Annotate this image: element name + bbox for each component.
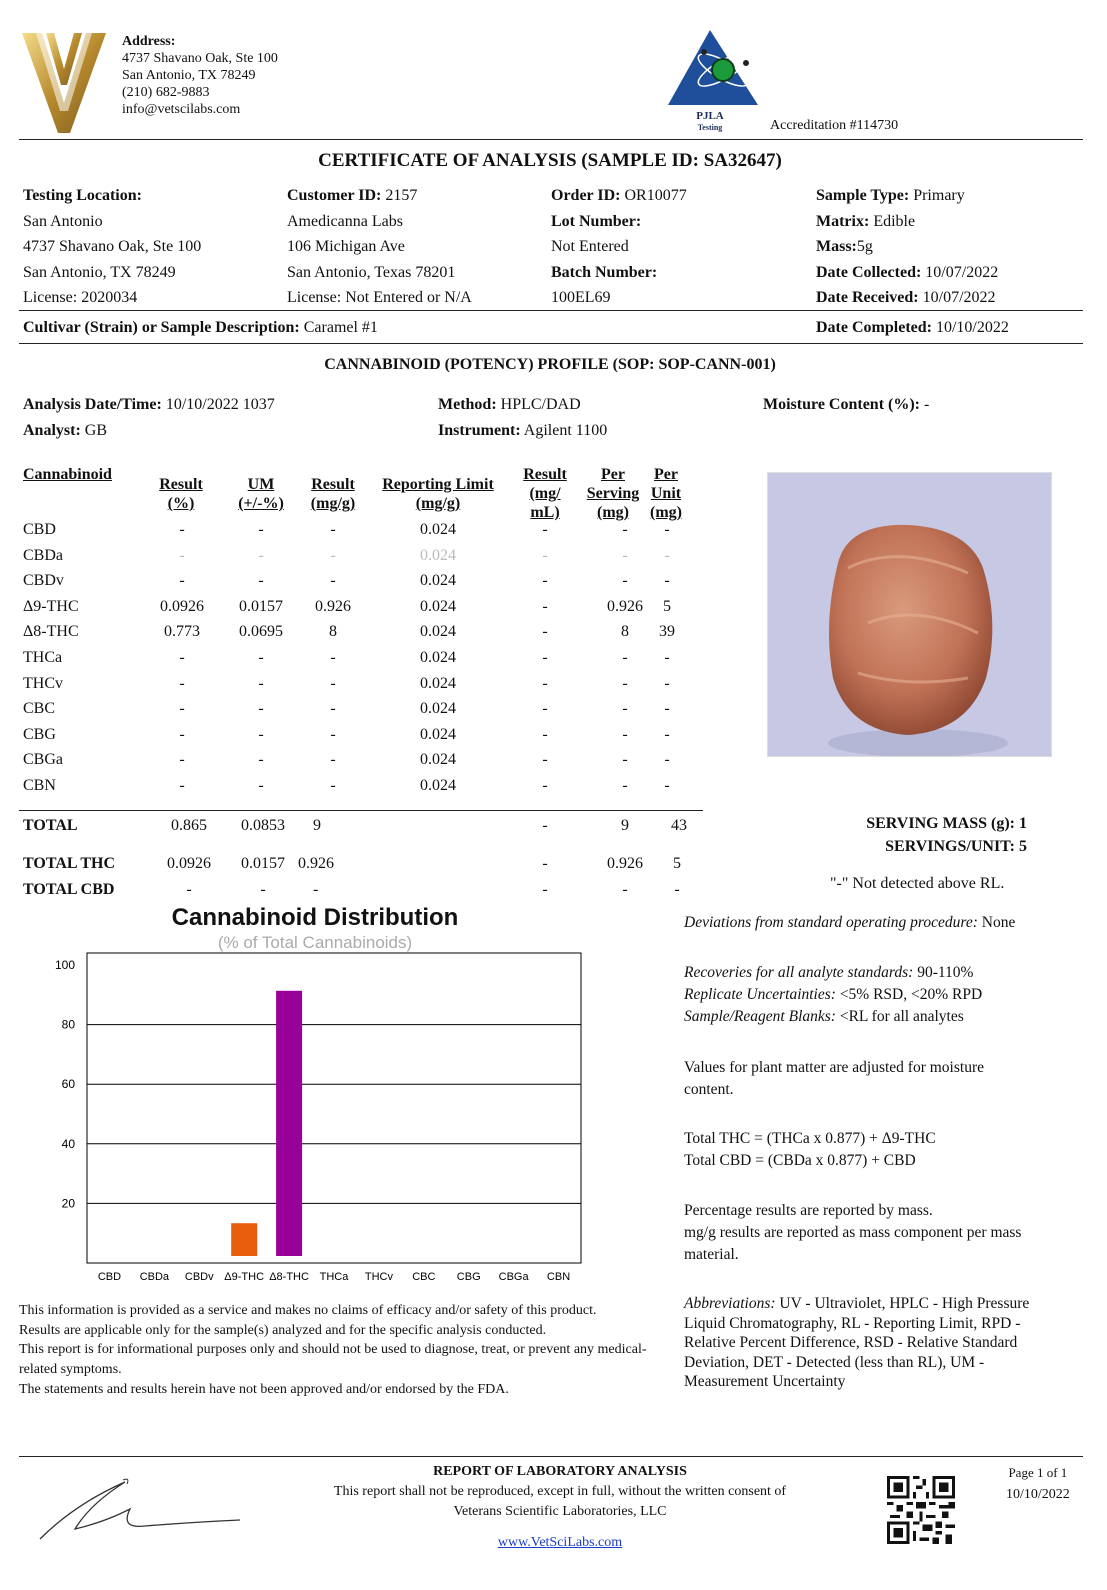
col-header-reporting-limit: Reporting Limit (mg/g) [382,476,494,512]
reporting-limit: 0.024 [420,623,456,641]
address-label: Address: [122,34,176,49]
customer-line: San Antonio, Texas 78201 [287,263,456,281]
abbreviations-text: UV - Ultraviolet, HPLC - High Pressure Liquid Chromatography, RL - Reporting Limit, RPD - Relative Percent Difference, RSD - Relative Standard Deviation, DET - Detected (less than RL), UM - Measurement Uncertainty [684,1295,1030,1390]
result-pct: - [179,546,185,564]
result-mgml: - [542,674,548,692]
location-line: 4737 Shavano Oak, Ste 100 [23,238,202,256]
total-thc-mgml: - [542,855,548,872]
result-pct: 0.773 [164,623,200,641]
potency-title: CANNABINOID (POTENCY) PROFILE (SOP: SOP-CANN-001) [324,356,776,373]
disclaimer-line: This information is provided as a service and makes no claims of efficacy and/or safety of this product. [19,1303,597,1318]
per-unit: - [664,572,670,590]
date-completed-row [816,319,1009,337]
table-row [23,547,703,572]
result-mgg: - [330,751,336,769]
accreditation: Accreditation #114730 [770,118,899,133]
analyst-label: Analyst: [23,422,81,439]
date-received: 10/07/2022 [922,289,996,307]
footer-title: REPORT OF LABORATORY ANALYSIS [433,1464,687,1479]
date-received-label: Date Received: [816,289,919,307]
result-mgg: 0.926 [315,597,351,615]
testing-location-label: Testing Location: [23,187,142,204]
blanks-label: Sample/Reagent Blanks: [684,1008,836,1025]
per-serving: 8 [621,623,629,641]
servings-unit-label: SERVINGS/UNIT: [885,838,1015,855]
lab-address [122,33,278,118]
reporting-limit: 0.024 [420,572,456,590]
method-label: Method: [438,396,497,413]
table-row [23,598,703,623]
analysis-datetime: 10/10/2022 1037 [165,396,275,413]
per-serving: - [622,674,628,692]
abbreviations-label: Abbreviations: [684,1295,776,1312]
table-row [23,521,703,546]
result-mgg: - [330,777,336,794]
table-row [23,751,703,776]
matrix: Edible [873,212,916,230]
customer-license: License: Not Entered or N/A [287,289,472,307]
col-header-result-mgg: Result (mg/g) [310,476,356,512]
x-tick-label: THCa [319,1271,349,1283]
analyst-row [23,422,107,440]
customer-line: Amedicanna Labs [287,212,403,230]
servings-unit-row [885,838,1027,856]
reporting-limit: 0.024 [420,597,456,615]
lot-number: Not Entered [551,238,629,256]
total-cbd-mgg: - [313,881,319,898]
units-notes [684,1200,1064,1266]
reporting-limit: 0.024 [420,777,456,794]
pjla-logo [668,30,763,135]
cannabinoid-name: CBDa [23,546,63,564]
abbreviations [684,1294,1064,1392]
page-title: CERTIFICATE OF ANALYSIS (SAMPLE ID: SA32647) [318,150,782,171]
result-pct: - [179,521,185,538]
cannabinoid-name: CBD [23,521,56,538]
total-um: 0.0853 [241,817,285,834]
total-thc-unit: 5 [673,855,681,872]
per-unit: - [664,751,670,769]
result-mgml: - [542,725,548,743]
x-tick-label: CBC [412,1271,436,1283]
per-unit: - [664,649,670,666]
page-info [1006,1462,1070,1506]
sample-block [816,183,998,311]
total-cbd-unit: - [674,881,680,898]
sample-type: Primary [913,187,965,204]
cannabinoid-name: Δ8-THC [23,623,79,641]
instrument-label: Instrument: [438,422,521,439]
date-completed: 10/10/2022 [935,319,1009,336]
mass: 5g [856,238,873,256]
phone: (210) 682-9883 [122,85,210,100]
result-pct: 0.0926 [160,597,204,615]
result-mgml: - [542,777,548,794]
per-unit: 5 [663,597,671,615]
batch-number: 100EL69 [551,289,611,307]
vetscilabs-logo [22,33,117,133]
disclaimer [19,1301,669,1400]
result-mgml: - [542,597,548,615]
result-mgg: - [330,572,336,590]
reporting-limit: 0.024 [420,700,456,718]
col-header-cannabinoid: Cannabinoid [23,466,112,483]
signature [35,1474,245,1544]
result-pct: - [179,725,185,743]
um: - [258,751,264,769]
result-mgml: - [542,700,548,718]
thc-formula: Total THC = (THCa x 0.877) + Δ9-THC [684,1130,936,1147]
lot-number-label: Lot Number: [551,212,642,230]
order-block [551,183,687,311]
date-collected: 10/07/2022 [925,263,999,281]
x-tick-label: CBG [456,1271,481,1283]
recoveries-label: Recoveries for all analyte standards: [684,964,914,981]
y-tick-label: 20 [61,1196,75,1211]
website-link[interactable]: www.VetSciLabs.com [497,1535,623,1550]
um: - [258,674,264,692]
servings-unit: 5 [1019,838,1027,855]
total-cbd-pct: - [186,881,192,898]
divider [19,310,1083,311]
result-mgml: - [542,649,548,666]
cannabinoid-name: Δ9-THC [23,597,79,615]
x-tick-label: Δ9-THC [224,1271,265,1283]
reporting-limit: 0.024 [420,674,456,692]
reporting-limit: 0.024 [420,751,456,769]
moisture-row [763,396,929,414]
result-mgml: - [542,623,548,641]
um: - [258,572,264,590]
x-tick-label: CBN [546,1271,571,1283]
y-tick-label: 40 [61,1136,75,1151]
table-row [23,623,703,648]
customer-id: 2157 [385,187,418,204]
total-row [23,817,703,839]
serving-mass-row [866,815,1027,833]
per-unit: - [664,521,670,538]
result-pct: - [179,572,185,590]
pct-note: Percentage results are reported by mass. [684,1202,933,1219]
per-serving: - [622,521,628,538]
disclaimer-line: Results are applicable only for the sample(s) analyzed and for the specific analysis conducted. [19,1322,547,1338]
x-tick-label: Δ8-THC [269,1271,309,1283]
customer-line: 106 Michigan Ave [287,238,405,256]
disclaimer-line: The statements and results herein have not been approved and/or endorsed by the FDA. [19,1381,509,1397]
lab-license: License: 2020034 [23,289,138,307]
col-header-result-pct: Result (%) [159,476,203,512]
instrument: Agilent 1100 [523,422,608,439]
total-pct: 0.865 [171,817,207,834]
per-serving: - [622,572,628,590]
table-row [23,649,703,674]
um: - [258,521,264,538]
per-unit: 39 [659,623,675,641]
footer-text [300,1462,820,1553]
sample-photo [767,472,1052,757]
sample-type-label: Sample Type: [816,187,910,204]
order-id: OR10077 [624,187,687,204]
blanks: <RL for all analytes [839,1008,964,1025]
total-cbd-serving: - [622,881,628,898]
total-serving: 9 [621,817,629,834]
per-serving: - [622,649,628,666]
disclaimer-line: This report is for informational purposes only and should not be used to diagnose, treat, or prevent any medical-related symptoms. [19,1342,647,1378]
cannabinoid-name: THCv [23,674,63,692]
report-date: 10/10/2022 [1006,1487,1070,1502]
cannabinoid-name: CBN [23,777,56,794]
method-row [438,396,581,414]
cultivar-row [23,319,378,337]
cultivar-label: Cultivar (Strain) or Sample Description: [23,319,300,336]
reporting-limit: 0.024 [420,521,456,538]
total-thc-mgg: 0.926 [298,855,334,872]
total-label: TOTAL [23,817,78,834]
deviation: None [981,914,1016,931]
pjla-sub: Testing [697,123,723,132]
date-completed-label: Date Completed: [816,319,932,336]
address-line: 4737 Shavano Oak, Ste 100 [122,51,278,66]
chart-title: Cannabinoid Distribution [171,904,459,931]
email: info@vetscilabs.com [122,102,241,117]
per-serving: 0.926 [607,597,643,615]
recoveries: 90-110% [917,964,974,981]
table-row [23,726,703,751]
per-serving: - [622,700,628,718]
x-tick-label: CBD [97,1271,122,1283]
cannabinoid-name: CBDv [23,572,64,590]
col-header-um: UM (+/-%) [238,476,284,512]
divider [19,810,703,811]
y-tick-label: 60 [61,1077,75,1092]
serving-mass: 1 [1019,815,1027,832]
table-row [23,700,703,725]
total-unit: 43 [671,817,687,834]
y-tick-label: 80 [61,1017,75,1032]
um: - [258,649,264,666]
mass-label: Mass: [816,238,857,256]
chart-subtitle: (% of Total Cannabinoids) [217,933,413,952]
customer-id-label: Customer ID: [287,187,382,204]
order-id-label: Order ID: [551,187,621,204]
col-header-per-serving: Per Serving (mg) [586,466,640,521]
per-serving: - [622,725,628,743]
result-pct: - [179,700,185,718]
analysis-datetime-label: Analysis Date/Time: [23,396,162,413]
x-tick-label: CBGa [498,1271,529,1283]
matrix-label: Matrix: [816,212,870,230]
reporting-limit: 0.024 [420,725,456,743]
result-mgg: 8 [329,623,337,641]
result-pct: - [179,777,185,794]
result-mgml: - [542,521,548,538]
footer-line: Veterans Scientific Laboratories, LLC [453,1504,667,1519]
x-tick-label: CBDv [184,1271,214,1283]
total-mgml: - [542,817,548,834]
footer-line: This report shall not be reproduced, except in full, without the written consent of [333,1484,787,1499]
reporting-limit: 0.024 [420,649,456,666]
result-mgml: - [542,751,548,769]
result-mgml: - [542,572,548,590]
table-row [23,675,703,700]
um: - [258,777,264,794]
customer-block [287,183,472,311]
caramel-image [768,473,1052,757]
per-unit: - [664,674,670,692]
result-pct: - [179,674,185,692]
result-pct: - [179,751,185,769]
date-collected-label: Date Collected: [816,263,922,281]
cannabinoid-name: CBC [23,700,56,718]
result-mgg: - [330,546,336,564]
deviation-note [684,912,1074,934]
total-cbd-row [23,881,703,903]
location-line: San Antonio, TX 78249 [23,263,176,281]
result-pct: - [179,649,185,666]
table-row [23,777,703,802]
divider [19,1456,1083,1457]
analyst: GB [84,422,108,439]
total-cbd-um: - [260,881,266,898]
total-thc-label: TOTAL THC [23,855,116,872]
per-unit: - [664,546,670,564]
mgg-note: mg/g results are reported as mass component per mass material. [684,1224,1022,1263]
total-mgg: 9 [313,817,321,834]
divider [19,343,1083,344]
um: 0.0157 [239,597,283,615]
plot-area [87,953,581,1263]
per-serving: - [622,777,628,794]
bar-9thc [231,1223,257,1256]
result-mgg: - [330,674,336,692]
deviation-label: Deviations from standard operating procedure: [684,914,978,931]
divider [19,139,1083,140]
x-tick-label: CBDa [139,1271,170,1283]
instrument-row [438,422,607,440]
result-mgg: - [330,649,336,666]
x-tick-label: THCv [364,1271,393,1283]
y-tick-label: 100 [54,958,75,972]
per-serving: - [622,751,628,769]
total-thc-pct: 0.0926 [167,855,211,872]
serving-mass-label: SERVING MASS (g): [866,815,1015,832]
cannabinoid-name: THCa [23,649,63,666]
per-unit: - [664,725,670,743]
location-line: San Antonio [23,212,103,230]
cbd-formula: Total CBD = (CBDa x 0.877) + CBD [684,1152,916,1169]
result-mgml: - [542,546,548,564]
total-cbd-label: TOTAL CBD [23,881,115,898]
result-mgg: - [330,700,336,718]
cannabinoid-name: CBG [23,725,56,743]
um: 0.0695 [239,623,283,641]
per-unit: - [664,777,670,794]
not-detected-note: "-" Not detected above RL. [830,875,1005,892]
cannabinoid-name: CBGa [23,751,63,769]
um: - [258,700,264,718]
table-row [23,572,703,597]
testing-location-block [23,183,201,311]
total-thc-um: 0.0157 [241,855,285,872]
result-mgg: - [330,725,336,743]
total-cbd-mgml: - [542,881,548,898]
batch-number-label: Batch Number: [551,263,658,281]
moisture: - [924,396,930,413]
result-mgg: - [330,521,336,538]
per-serving: - [622,546,628,564]
replicate-label: Replicate Uncertainties: [684,986,836,1003]
cultivar: Caramel #1 [303,319,378,336]
address-line: San Antonio, TX 78249 [122,68,256,83]
um: - [258,546,264,564]
pjla-label: PJLA [696,110,724,122]
col-header-result-mgml: Result (mg/ mL) [523,466,567,521]
page-number: Page 1 of 1 [1008,1465,1068,1480]
replicate: <5% RSD, <20% RPD [839,986,983,1003]
method: HPLC/DAD [500,396,581,413]
per-unit: - [664,700,670,718]
qr-code [887,1476,955,1544]
total-thc-serving: 0.926 [607,855,643,872]
total-thc-row [23,855,703,877]
qc-notes [684,962,1074,1028]
bar-8thc [276,991,302,1256]
um: - [258,725,264,743]
cannabinoid-distribution-chart [40,950,600,1290]
moisture-note: Values for plant matter are adjusted for moisture content. [684,1059,984,1098]
formulas [684,1128,1074,1172]
col-header-per-unit: Per Unit (mg) [650,466,682,521]
analysis-datetime-row [23,396,275,414]
moisture-label: Moisture Content (%): [763,396,921,413]
reporting-limit: 0.024 [420,546,456,564]
